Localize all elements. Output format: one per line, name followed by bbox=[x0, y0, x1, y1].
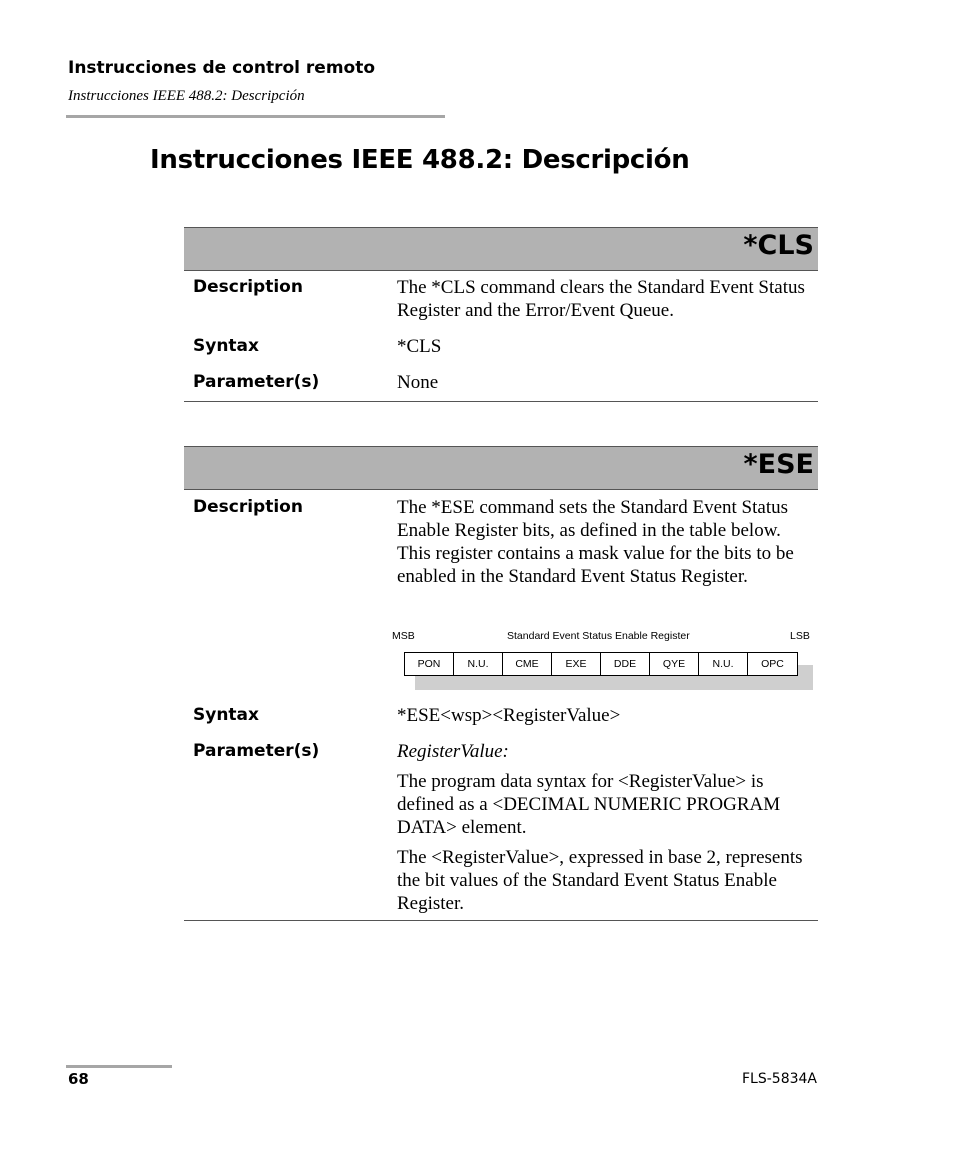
document-id: FLS-5834A bbox=[742, 1071, 817, 1087]
register-bit-cell: OPC bbox=[761, 658, 784, 670]
cls-description-label: Description bbox=[193, 277, 303, 297]
cls-syntax-text: *CLS bbox=[397, 336, 442, 357]
ese-param-text-2: The <RegisterValue>, expressed in base 2, represents the bit values of the Standard Event Status Enable Register. bbox=[397, 847, 803, 914]
cls-bottom-rule bbox=[184, 401, 818, 402]
cls-parameters-text: None bbox=[397, 372, 439, 393]
cls-command-name: *CLS bbox=[743, 230, 814, 261]
ese-command-bar bbox=[184, 446, 818, 490]
register-bit-cell: CME bbox=[503, 653, 552, 675]
cls-command-block bbox=[184, 227, 818, 393]
footer-rule bbox=[66, 1065, 172, 1068]
ese-command-block bbox=[184, 446, 818, 914]
cls-syntax-label: Syntax bbox=[193, 336, 259, 356]
page-number: 68 bbox=[68, 1070, 89, 1088]
register-msb-label: MSB bbox=[392, 630, 415, 642]
ese-param-name: RegisterValue: bbox=[397, 741, 509, 762]
register-bit-cell: N.U. bbox=[699, 653, 748, 675]
ese-bottom-rule bbox=[184, 920, 818, 921]
cls-command-bar bbox=[184, 227, 818, 271]
cls-description-text: The *CLS command clears the Standard Event Status Register and the Error/Event Queue. bbox=[397, 277, 805, 321]
ese-description-label: Description bbox=[193, 497, 303, 517]
register-bit-cell: QYE bbox=[650, 653, 699, 675]
register-lsb-label: LSB bbox=[790, 630, 810, 642]
ese-param-text-1: The program data syntax for <RegisterValue> is defined as a <DECIMAL NUMERIC PROGRAM DATA> element. bbox=[397, 771, 781, 838]
register-bit-cell: DDE bbox=[601, 653, 650, 675]
ese-parameters-label: Parameter(s) bbox=[193, 741, 320, 761]
register-bit-cell: PON bbox=[405, 653, 454, 675]
page-title: Instrucciones IEEE 488.2: Descripción bbox=[150, 145, 690, 175]
running-header-section: Instrucciones IEEE 488.2: Descripción bbox=[68, 88, 305, 104]
running-header-chapter: Instrucciones de control remoto bbox=[68, 58, 376, 78]
register-title: Standard Event Status Enable Register bbox=[507, 630, 690, 642]
ese-command-name: *ESE bbox=[743, 449, 814, 480]
ese-syntax-text: *ESE<wsp><RegisterValue> bbox=[397, 705, 621, 726]
cls-parameters-label: Parameter(s) bbox=[193, 372, 320, 392]
register-bit-cell: N.U. bbox=[454, 653, 503, 675]
ese-syntax-label: Syntax bbox=[193, 705, 259, 725]
header-rule bbox=[66, 115, 445, 118]
ese-description-text: The *ESE command sets the Standard Event Status Enable Register bits, as defined in the table below. This register contains a mask value for the bits to be enabled in the Standard Event Status Register. bbox=[397, 497, 794, 587]
register-bit-table bbox=[404, 652, 798, 676]
register-bit-cell: EXE bbox=[552, 653, 601, 675]
